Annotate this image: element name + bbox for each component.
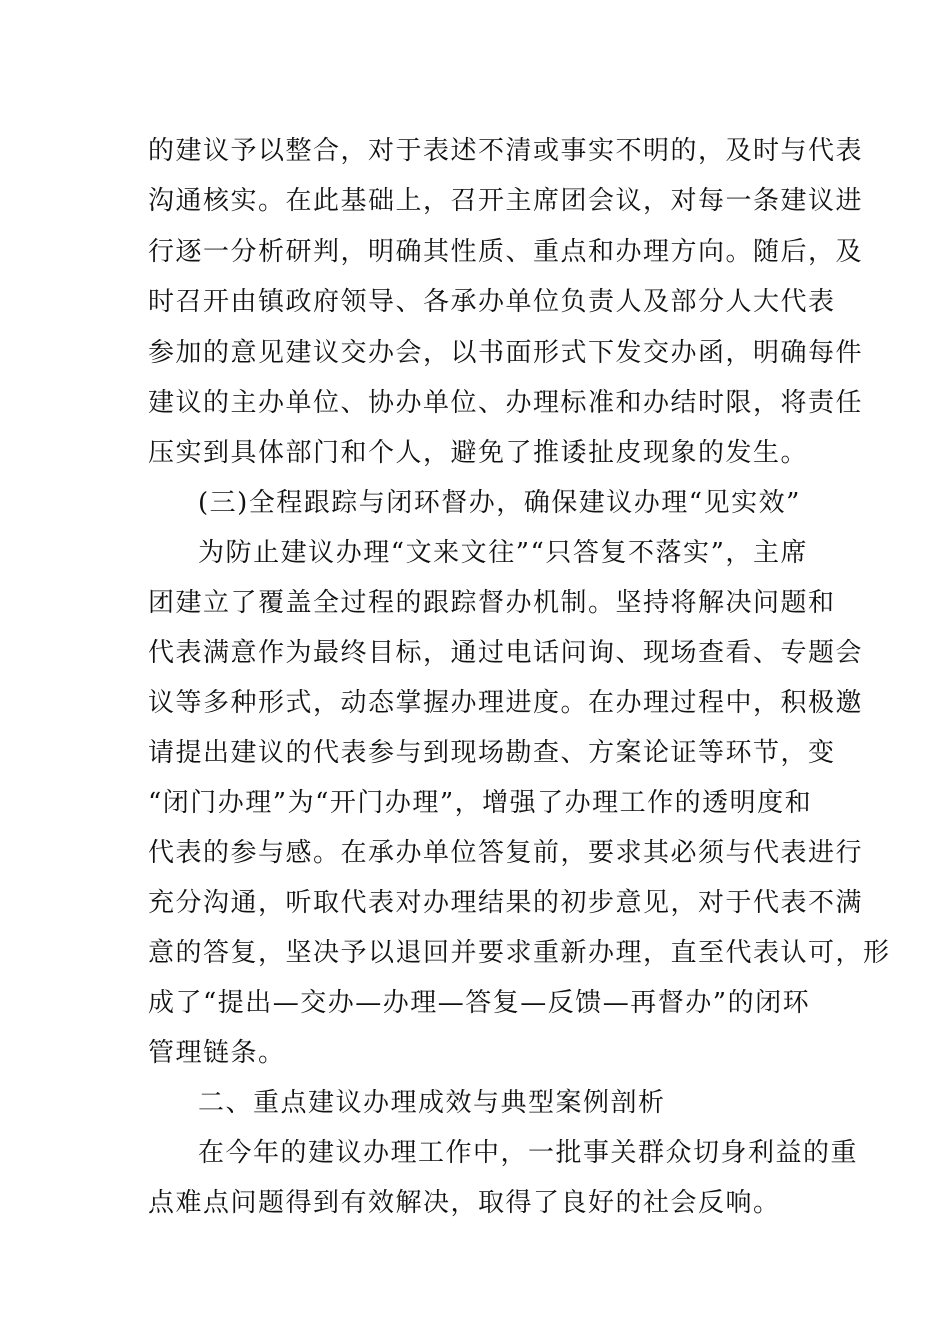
section-heading: (三)全程跟踪与闭环督办，确保建议办理“见实效” bbox=[198, 488, 801, 518]
body-text-line: 参加的意见建议交办会，以书面形式下发交办函，明确每件 bbox=[148, 338, 864, 368]
body-text-line: 请提出建议的代表参与到现场勘查、方案论证等环节，变 bbox=[148, 738, 836, 768]
chapter-heading: 二、重点建议办理成效与典型案例剖析 bbox=[198, 1088, 666, 1118]
body-text-line: 团建立了覆盖全过程的跟踪督办机制。坚持将解决问题和 bbox=[148, 588, 836, 618]
body-text-line: 点难点问题得到有效解决，取得了良好的社会反响。 bbox=[148, 1188, 781, 1218]
body-text-line: 代表满意作为最终目标，通过电话问询、现场查看、专题会 bbox=[148, 638, 864, 668]
body-text-line: 建议的主办单位、协办单位、办理标准和办结时限，将责任 bbox=[148, 388, 864, 418]
body-text-line: 时召开由镇政府领导、各承办单位负责人及部分人大代表 bbox=[148, 287, 836, 317]
body-text-line: 成了“提出—交办—办理—答复—反馈—再督办”的闭环 bbox=[148, 988, 811, 1018]
body-text-line: 管理链条。 bbox=[148, 1038, 286, 1068]
body-text-line: “闭门办理”为“开门办理”，增强了办理工作的透明度和 bbox=[148, 788, 813, 818]
body-text-line: 压实到具体部门和个人，避免了推诿扯皮现象的发生。 bbox=[148, 438, 809, 468]
body-text-line: 在今年的建议办理工作中，一批事关群众切身利益的重 bbox=[198, 1138, 859, 1168]
body-text-line: 的建议予以整合，对于表述不清或事实不明的，及时与代表 bbox=[148, 136, 864, 166]
body-text-line: 为防止建议办理“文来文往”“只答复不落实”，主席 bbox=[198, 538, 808, 568]
body-text-line: 代表的参与感。在承办单位答复前，要求其必须与代表进行 bbox=[148, 838, 864, 868]
body-text-line: 充分沟通，听取代表对办理结果的初步意见，对于代表不满 bbox=[148, 888, 864, 918]
body-text-line: 沟通核实。在此基础上，召开主席团会议，对每一条建议进 bbox=[148, 186, 864, 216]
body-text-line: 意的答复，坚决予以退回并要求重新办理，直至代表认可，形 bbox=[148, 938, 891, 968]
body-text-line: 议等多种形式，动态掌握办理进度。在办理过程中，积极邀 bbox=[148, 688, 864, 718]
body-text-line: 行逐一分析研判，明确其性质、重点和办理方向。随后，及 bbox=[148, 237, 864, 267]
